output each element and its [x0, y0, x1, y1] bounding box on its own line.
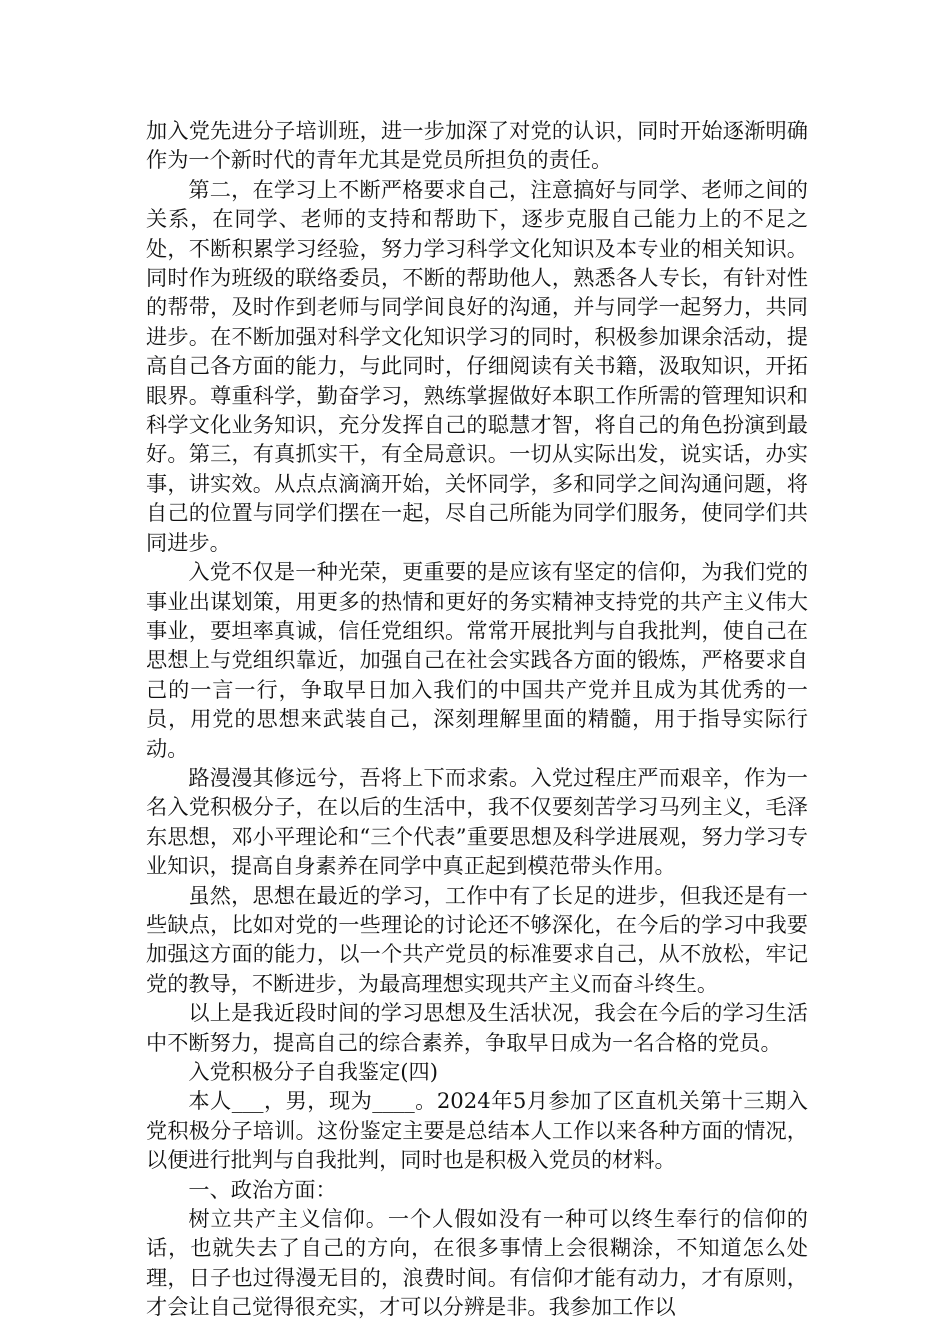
- paragraph-shortcomings: 虽然，思想在最近的学习，工作中有了长足的进步，但我还是有一些缺点，比如对党的一些理论的讨论还不够深化，在今后的学习中我要加强这方面的能力，以一个共产党员的标准要求自己，从不放松，牢记党的教导，不断进步，为最高理想实现共产主义而奋斗终生。: [146, 882, 808, 996]
- paragraph-belief: 树立共产主义信仰。一个人假如没有一种可以终生奉行的信仰的话，也就失去了自己的方向，在很多事情上会很糊涂，不知道怎么处理，日子也过得漫无目的，浪费时间。有信仰才能有动力，才有原则，才会让自己觉得很充实，才可以分辨是非。我参加工作以: [146, 1206, 808, 1320]
- subsection-heading-politics: 一、政治方面：: [188, 1176, 337, 1202]
- paragraph-long-road: 路漫漫其修远兮，吾将上下而求索。入党过程庄严而艰辛，作为一名入党积极分子，在以后的生活中，我不仅要刻苦学习马列主义，毛泽东思想，邓小平理论和“三个代表”重要思想及科学进展观，努力学习专业知识，提高自身素养在同学中真正起到模范带头作用。: [146, 764, 808, 879]
- paragraph-party-honor: 入党不仅是一种光荣，更重要的是应该有坚定的信仰，为我们党的事业出谋划策，用更多的热情和更好的务实精神支持党的共产主义伟大事业，要坦率真诚，信任党组织。常常开展批判与自我批判，使自己在思想上与党组织靠近，加强自己在社会实践各方面的锻炼，严格要求自己的一言一行，争取早日加入我们的中国共产党并且成为其优秀的一员，用党的思想来武装自己，深刻理解里面的精髓，用于指导实际行动。: [146, 559, 808, 761]
- paragraph-study-requirements: 第二，在学习上不断严格要求自己，注意搞好与同学、老师之间的关系，在同学、老师的支持和帮助下，逐步克服自己能力上的不足之处，不断积累学习经验，努力学习科学文化知识及本专业的相关知识。同时作为班级的联络委员，不断的帮助他人，熟悉各人专长，有针对性的帮带，及时作到老师与同学间良好的沟通，并与同学一起努力，共同进步。在不断加强对科学文化知识学习的同时，积极参加课余活动，提高自己各方面的能力，与此同时，仔细阅读有关书籍，汲取知识，开拓眼界。尊重科学，勤奋学习，熟练掌握做好本职工作所需的管理知识和科学文化业务知识，充分发挥自己的聪慧才智，将自己的角色扮演到最好。第三，有真抓实干，有全局意识。一切从实际出发，说实话，办实事，讲实效。从点点滴滴开始，关怀同学，多和同学之间沟通问题，将自己的位置与同学们摆在一起，尽自己所能为同学们服务，使同学们共同进步。: [146, 176, 808, 555]
- paragraph-self-intro: 本人___，男，现为____。2024年5月参加了区直机关第十三期入党积极分子培训。这份鉴定主要是总结本人工作以来各种方面的情况，以便进行批判与自我批判，同时也是积极入党员的材料。: [146, 1088, 808, 1173]
- document-page: [146, 116, 808, 1322]
- paragraph-summary: 以上是我近段时间的学习思想及生活状况，我会在今后的学习生活中不断努力，提高自己的综合素养，争取早日成为一名合格的党员。: [146, 1000, 808, 1055]
- section-heading: 入党积极分子自我鉴定(四): [188, 1059, 438, 1084]
- paragraph-continuation: 加入党先进分子培训班，进一步加深了对党的认识，同时开始逐渐明确作为一个新时代的青年尤其是党员所担负的责任。: [146, 118, 808, 173]
